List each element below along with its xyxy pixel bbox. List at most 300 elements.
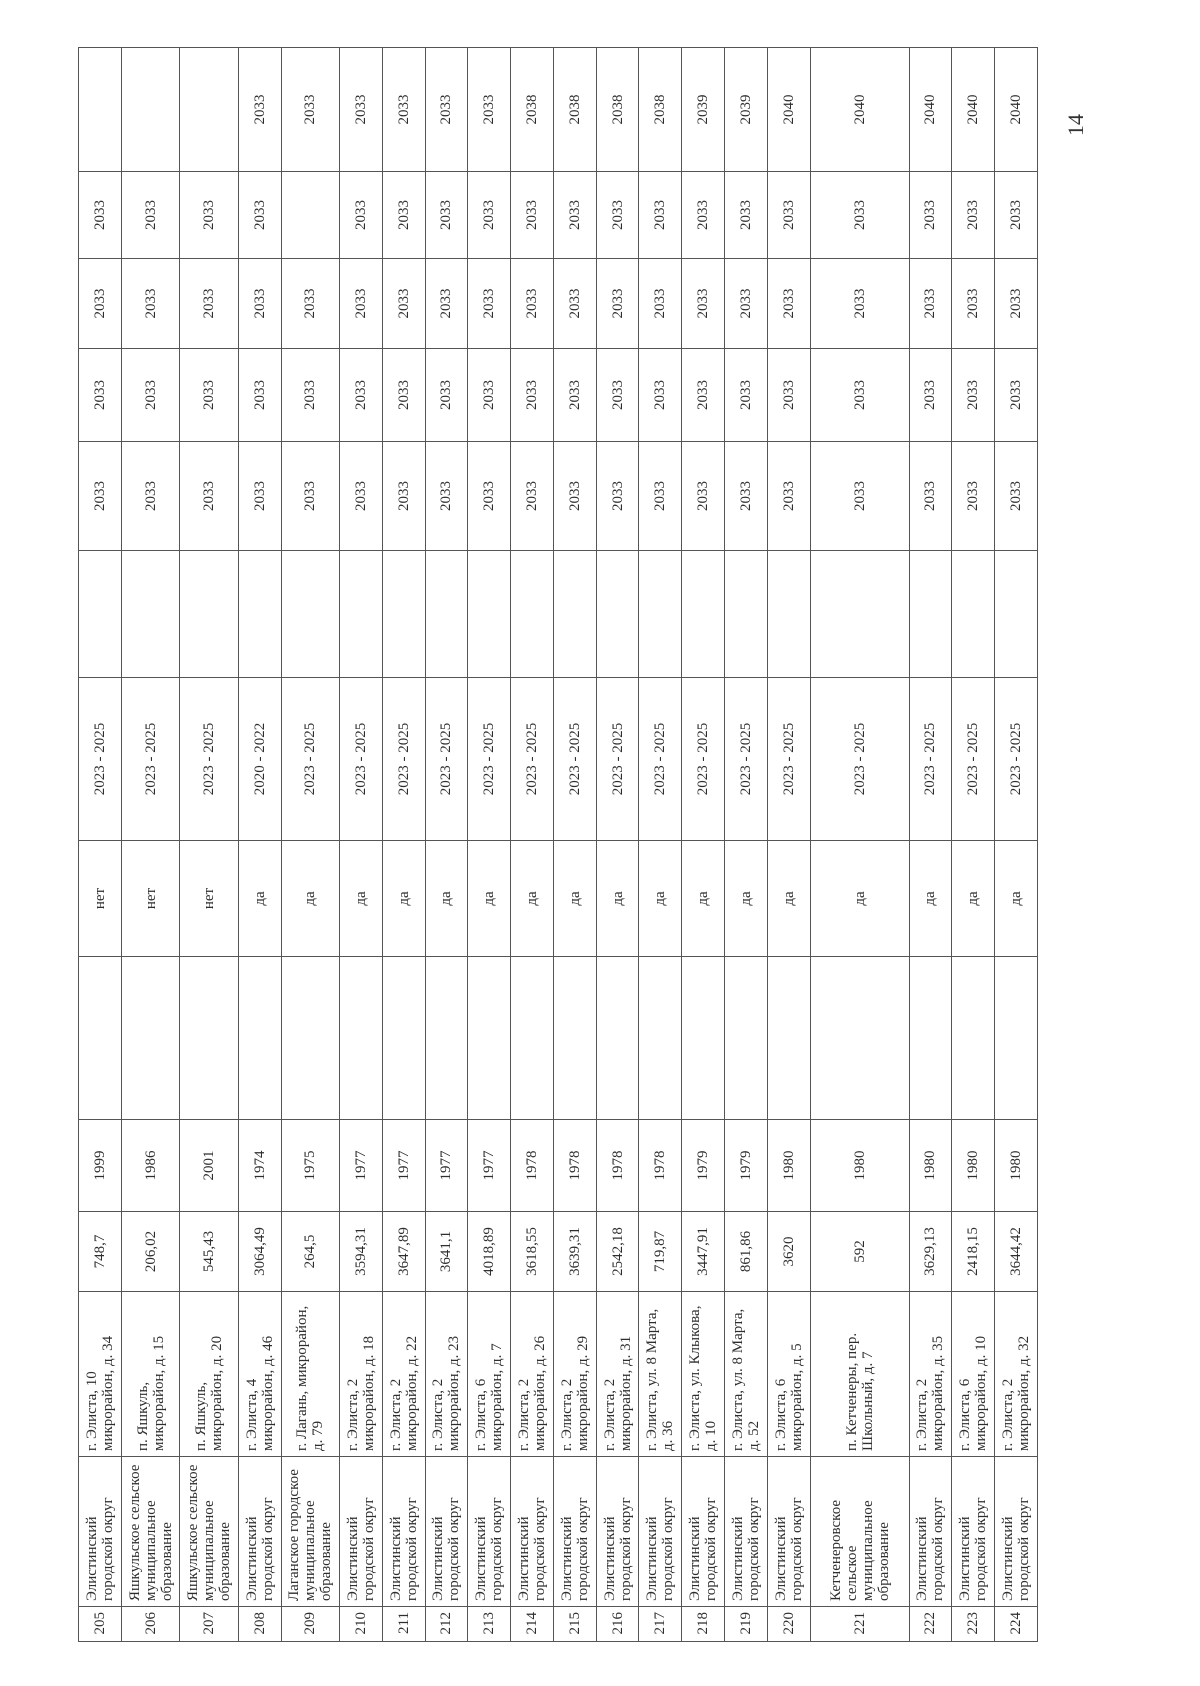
table-row bbox=[724, 48, 767, 1642]
address-cell: г. Элиста, 6 микрорайон, д. 5 bbox=[767, 1292, 810, 1457]
empty-cell bbox=[180, 957, 239, 1120]
table-row bbox=[340, 48, 383, 1642]
table-row bbox=[238, 48, 281, 1642]
period-cell: 2023 - 2025 bbox=[511, 678, 554, 841]
year-cell: 2033 bbox=[511, 172, 554, 259]
table-row bbox=[596, 48, 639, 1642]
empty-cell bbox=[281, 551, 340, 678]
year-cell: 2033 bbox=[810, 172, 909, 259]
address-cell: п. Яшкуль, микрорайон, д. 20 bbox=[180, 1292, 239, 1457]
housing-registry-table bbox=[78, 47, 1038, 1642]
row-number: 222 bbox=[909, 1607, 952, 1642]
row-number: 207 bbox=[180, 1607, 239, 1642]
address-cell: г. Элиста, 2 микрорайон, д. 22 bbox=[382, 1292, 425, 1457]
empty-cell bbox=[682, 957, 725, 1120]
year-built-cell: 1980 bbox=[952, 1120, 995, 1212]
table-row bbox=[553, 48, 596, 1642]
year-cell: 2033 bbox=[810, 259, 909, 349]
year-cell: 2033 bbox=[767, 259, 810, 349]
period-cell: 2023 - 2025 bbox=[810, 678, 909, 841]
year-cell: 2033 bbox=[682, 442, 725, 551]
area-cell: 3639,31 bbox=[553, 1212, 596, 1292]
area-cell: 2542,18 bbox=[596, 1212, 639, 1292]
empty-cell bbox=[909, 551, 952, 678]
address-cell: г. Элиста, 2 микрорайон, д. 23 bbox=[425, 1292, 468, 1457]
row-number: 223 bbox=[952, 1607, 995, 1642]
address-cell: г. Элиста, ул. Клыкова, д. 10 bbox=[682, 1292, 725, 1457]
municipality-cell: Яшкульское сельское муниципальное образование bbox=[121, 1457, 180, 1607]
year-cell: 2033 bbox=[511, 259, 554, 349]
empty-cell bbox=[724, 957, 767, 1120]
empty-cell bbox=[180, 551, 239, 678]
area-cell: 592 bbox=[810, 1212, 909, 1292]
area-cell: 206,02 bbox=[121, 1212, 180, 1292]
year-built-cell: 1977 bbox=[468, 1120, 511, 1212]
empty-cell bbox=[810, 551, 909, 678]
period-cell: 2023 - 2025 bbox=[79, 678, 122, 841]
year-cell: 2033 bbox=[79, 442, 122, 551]
table-row bbox=[79, 48, 122, 1642]
row-number: 221 bbox=[810, 1607, 909, 1642]
period-cell: 2023 - 2025 bbox=[468, 678, 511, 841]
year-cell: 2033 bbox=[382, 172, 425, 259]
period-cell: 2023 - 2025 bbox=[382, 678, 425, 841]
flag-cell: да bbox=[382, 841, 425, 957]
year-cell: 2033 bbox=[468, 442, 511, 551]
year-cell: 2033 bbox=[909, 259, 952, 349]
row-number: 215 bbox=[553, 1607, 596, 1642]
year-cell: 2033 bbox=[180, 172, 239, 259]
area-cell: 3647,89 bbox=[382, 1212, 425, 1292]
year-cell bbox=[79, 48, 122, 172]
table-row bbox=[121, 48, 180, 1642]
empty-cell bbox=[382, 551, 425, 678]
address-cell: г. Элиста, ул. 8 Марта, д. 52 bbox=[724, 1292, 767, 1457]
address-cell: г. Элиста, 2 микрорайон, д. 29 bbox=[553, 1292, 596, 1457]
year-cell: 2033 bbox=[238, 172, 281, 259]
flag-cell: нет bbox=[79, 841, 122, 957]
address-cell: г. Элиста, 2 микрорайон, д. 26 bbox=[511, 1292, 554, 1457]
flag-cell: да bbox=[952, 841, 995, 957]
empty-cell bbox=[340, 957, 383, 1120]
year-cell: 2033 bbox=[121, 259, 180, 349]
year-cell: 2039 bbox=[682, 48, 725, 172]
year-cell: 2033 bbox=[425, 259, 468, 349]
year-cell: 2033 bbox=[995, 442, 1038, 551]
year-built-cell: 1978 bbox=[639, 1120, 682, 1212]
period-cell: 2023 - 2025 bbox=[682, 678, 725, 841]
row-number: 214 bbox=[511, 1607, 554, 1642]
flag-cell: да bbox=[639, 841, 682, 957]
year-built-cell: 1980 bbox=[767, 1120, 810, 1212]
area-cell: 3644,42 bbox=[995, 1212, 1038, 1292]
year-cell: 2033 bbox=[724, 172, 767, 259]
area-cell: 3641,1 bbox=[425, 1212, 468, 1292]
area-cell: 861,86 bbox=[724, 1212, 767, 1292]
year-cell: 2040 bbox=[767, 48, 810, 172]
flag-cell: да bbox=[281, 841, 340, 957]
flag-cell: да bbox=[995, 841, 1038, 957]
flag-cell: да bbox=[909, 841, 952, 957]
area-cell: 4018,89 bbox=[468, 1212, 511, 1292]
municipality-cell: Элистинский городской округ bbox=[553, 1457, 596, 1607]
period-cell: 2023 - 2025 bbox=[425, 678, 468, 841]
empty-cell bbox=[121, 957, 180, 1120]
table-row bbox=[180, 48, 239, 1642]
year-cell: 2033 bbox=[553, 349, 596, 442]
address-cell: г. Элиста, 6 микрорайон, д. 10 bbox=[952, 1292, 995, 1457]
year-cell: 2033 bbox=[639, 349, 682, 442]
empty-cell bbox=[121, 551, 180, 678]
year-cell: 2033 bbox=[281, 48, 340, 172]
year-cell: 2033 bbox=[596, 349, 639, 442]
area-cell: 2418,15 bbox=[952, 1212, 995, 1292]
municipality-cell: Элистинский городской округ bbox=[639, 1457, 682, 1607]
year-cell: 2033 bbox=[596, 442, 639, 551]
municipality-cell: Яшкульское сельское муниципальное образование bbox=[180, 1457, 239, 1607]
year-cell: 2033 bbox=[767, 172, 810, 259]
address-cell: г. Элиста, ул. 8 Марта, д. 36 bbox=[639, 1292, 682, 1457]
empty-cell bbox=[596, 551, 639, 678]
year-cell: 2033 bbox=[767, 442, 810, 551]
table-row bbox=[767, 48, 810, 1642]
year-cell: 2033 bbox=[682, 172, 725, 259]
year-cell: 2033 bbox=[724, 259, 767, 349]
row-number: 205 bbox=[79, 1607, 122, 1642]
address-cell: г. Элиста, 2 микрорайон, д. 32 bbox=[995, 1292, 1038, 1457]
area-cell: 719,87 bbox=[639, 1212, 682, 1292]
table-row bbox=[639, 48, 682, 1642]
row-number: 212 bbox=[425, 1607, 468, 1642]
address-cell: г. Элиста, 6 микрорайон, д. 7 bbox=[468, 1292, 511, 1457]
flag-cell: да bbox=[511, 841, 554, 957]
year-cell bbox=[121, 48, 180, 172]
empty-cell bbox=[511, 551, 554, 678]
year-cell: 2033 bbox=[79, 259, 122, 349]
year-cell: 2033 bbox=[468, 172, 511, 259]
municipality-cell: Элистинский городской округ bbox=[382, 1457, 425, 1607]
municipality-cell: Элистинский городской округ bbox=[724, 1457, 767, 1607]
empty-cell bbox=[767, 957, 810, 1120]
empty-cell bbox=[468, 957, 511, 1120]
year-cell: 2033 bbox=[382, 259, 425, 349]
row-number: 216 bbox=[596, 1607, 639, 1642]
table-row bbox=[425, 48, 468, 1642]
year-built-cell: 1979 bbox=[682, 1120, 725, 1212]
year-cell: 2033 bbox=[281, 349, 340, 442]
year-cell: 2033 bbox=[952, 349, 995, 442]
period-cell: 2023 - 2025 bbox=[639, 678, 682, 841]
year-cell: 2033 bbox=[79, 349, 122, 442]
row-number: 208 bbox=[238, 1607, 281, 1642]
area-cell: 264,5 bbox=[281, 1212, 340, 1292]
table-row bbox=[382, 48, 425, 1642]
year-cell: 2040 bbox=[952, 48, 995, 172]
year-cell: 2033 bbox=[909, 442, 952, 551]
address-cell: г. Элиста, 4 микрорайон, д. 46 bbox=[238, 1292, 281, 1457]
year-cell: 2040 bbox=[909, 48, 952, 172]
flag-cell: да bbox=[553, 841, 596, 957]
year-cell: 2033 bbox=[238, 442, 281, 551]
flag-cell: да bbox=[810, 841, 909, 957]
municipality-cell: Элистинский городской округ bbox=[767, 1457, 810, 1607]
year-cell: 2033 bbox=[281, 442, 340, 551]
year-cell: 2033 bbox=[382, 48, 425, 172]
year-cell: 2033 bbox=[682, 259, 725, 349]
year-cell: 2033 bbox=[724, 442, 767, 551]
year-cell: 2033 bbox=[810, 442, 909, 551]
period-cell: 2023 - 2025 bbox=[121, 678, 180, 841]
year-cell: 2033 bbox=[180, 259, 239, 349]
municipality-cell: Элистинский городской округ bbox=[909, 1457, 952, 1607]
rotated-table-area bbox=[78, 48, 1038, 1642]
address-cell: г. Элиста, 10 микрорайон, д. 34 bbox=[79, 1292, 122, 1457]
flag-cell: нет bbox=[180, 841, 239, 957]
year-cell: 2033 bbox=[121, 442, 180, 551]
flag-cell: да bbox=[238, 841, 281, 957]
row-number: 206 bbox=[121, 1607, 180, 1642]
year-cell: 2033 bbox=[596, 259, 639, 349]
year-cell: 2033 bbox=[682, 349, 725, 442]
year-cell bbox=[180, 48, 239, 172]
row-number: 211 bbox=[382, 1607, 425, 1642]
year-cell: 2033 bbox=[553, 172, 596, 259]
year-cell bbox=[281, 172, 340, 259]
area-cell: 3629,13 bbox=[909, 1212, 952, 1292]
area-cell: 748,7 bbox=[79, 1212, 122, 1292]
empty-cell bbox=[596, 957, 639, 1120]
year-cell: 2033 bbox=[639, 259, 682, 349]
empty-cell bbox=[724, 551, 767, 678]
flag-cell: нет bbox=[121, 841, 180, 957]
municipality-cell: Элистинский городской округ bbox=[511, 1457, 554, 1607]
municipality-cell: Элистинский городской округ bbox=[952, 1457, 995, 1607]
year-cell: 2039 bbox=[724, 48, 767, 172]
period-cell: 2023 - 2025 bbox=[340, 678, 383, 841]
year-built-cell: 1975 bbox=[281, 1120, 340, 1212]
table-row bbox=[281, 48, 340, 1642]
flag-cell: да bbox=[340, 841, 383, 957]
year-cell: 2033 bbox=[425, 48, 468, 172]
flag-cell: да bbox=[682, 841, 725, 957]
area-cell: 3064,49 bbox=[238, 1212, 281, 1292]
municipality-cell: Элистинский городской округ bbox=[995, 1457, 1038, 1607]
empty-cell bbox=[468, 551, 511, 678]
flag-cell: да bbox=[468, 841, 511, 957]
empty-cell bbox=[553, 957, 596, 1120]
year-cell: 2033 bbox=[180, 349, 239, 442]
year-built-cell: 1978 bbox=[511, 1120, 554, 1212]
year-cell: 2033 bbox=[909, 172, 952, 259]
municipality-cell: Элистинский городской округ bbox=[340, 1457, 383, 1607]
row-number: 220 bbox=[767, 1607, 810, 1642]
municipality-cell: Лаганское городское муниципальное образование bbox=[281, 1457, 340, 1607]
table-row bbox=[468, 48, 511, 1642]
year-cell: 2033 bbox=[340, 48, 383, 172]
empty-cell bbox=[79, 551, 122, 678]
empty-cell bbox=[682, 551, 725, 678]
year-cell: 2033 bbox=[468, 259, 511, 349]
year-built-cell: 1980 bbox=[995, 1120, 1038, 1212]
empty-cell bbox=[639, 957, 682, 1120]
empty-cell bbox=[767, 551, 810, 678]
address-cell: п. Кетченеры, пер. Школьный, д. 7 bbox=[810, 1292, 909, 1457]
row-number: 224 bbox=[995, 1607, 1038, 1642]
year-cell: 2033 bbox=[511, 349, 554, 442]
year-cell: 2033 bbox=[79, 172, 122, 259]
year-cell: 2033 bbox=[810, 349, 909, 442]
table-row bbox=[909, 48, 952, 1642]
year-cell: 2033 bbox=[121, 172, 180, 259]
empty-cell bbox=[511, 957, 554, 1120]
period-cell: 2023 - 2025 bbox=[995, 678, 1038, 841]
year-cell: 2033 bbox=[553, 259, 596, 349]
year-cell: 2033 bbox=[767, 349, 810, 442]
year-cell: 2033 bbox=[952, 442, 995, 551]
year-cell: 2033 bbox=[238, 48, 281, 172]
year-cell: 2033 bbox=[724, 349, 767, 442]
period-cell: 2023 - 2025 bbox=[180, 678, 239, 841]
period-cell: 2023 - 2025 bbox=[281, 678, 340, 841]
period-cell: 2023 - 2025 bbox=[909, 678, 952, 841]
year-cell: 2033 bbox=[281, 259, 340, 349]
empty-cell bbox=[340, 551, 383, 678]
table-row bbox=[511, 48, 554, 1642]
year-cell: 2033 bbox=[425, 172, 468, 259]
empty-cell bbox=[382, 957, 425, 1120]
year-cell: 2033 bbox=[340, 349, 383, 442]
year-cell: 2033 bbox=[511, 442, 554, 551]
empty-cell bbox=[909, 957, 952, 1120]
year-cell: 2033 bbox=[468, 349, 511, 442]
address-cell: п. Яшкуль, микрорайон, д. 15 bbox=[121, 1292, 180, 1457]
year-built-cell: 1977 bbox=[382, 1120, 425, 1212]
year-cell: 2033 bbox=[995, 349, 1038, 442]
period-cell: 2023 - 2025 bbox=[767, 678, 810, 841]
year-built-cell: 2001 bbox=[180, 1120, 239, 1212]
flag-cell: да bbox=[724, 841, 767, 957]
year-built-cell: 1974 bbox=[238, 1120, 281, 1212]
year-built-cell: 1980 bbox=[909, 1120, 952, 1212]
empty-cell bbox=[639, 551, 682, 678]
table-row bbox=[952, 48, 995, 1642]
row-number: 210 bbox=[340, 1607, 383, 1642]
period-cell: 2023 - 2025 bbox=[596, 678, 639, 841]
year-cell: 2033 bbox=[340, 172, 383, 259]
year-cell: 2033 bbox=[340, 259, 383, 349]
year-built-cell: 1978 bbox=[553, 1120, 596, 1212]
year-cell: 2038 bbox=[511, 48, 554, 172]
year-cell: 2033 bbox=[553, 442, 596, 551]
table-row bbox=[810, 48, 909, 1642]
address-cell: г. Лагань, микрорайон, д. 79 bbox=[281, 1292, 340, 1457]
row-number: 209 bbox=[281, 1607, 340, 1642]
area-cell: 3447,91 bbox=[682, 1212, 725, 1292]
municipality-cell: Кетченеровское сельское муниципальное образование bbox=[810, 1457, 909, 1607]
empty-cell bbox=[952, 957, 995, 1120]
year-cell: 2033 bbox=[180, 442, 239, 551]
municipality-cell: Элистинский городской округ bbox=[596, 1457, 639, 1607]
empty-cell bbox=[238, 551, 281, 678]
row-number: 218 bbox=[682, 1607, 725, 1642]
empty-cell bbox=[281, 957, 340, 1120]
flag-cell: да bbox=[767, 841, 810, 957]
year-cell: 2033 bbox=[995, 259, 1038, 349]
year-cell: 2033 bbox=[425, 349, 468, 442]
row-number: 217 bbox=[639, 1607, 682, 1642]
year-cell: 2038 bbox=[639, 48, 682, 172]
year-cell: 2033 bbox=[995, 172, 1038, 259]
year-cell: 2033 bbox=[596, 172, 639, 259]
area-cell: 545,43 bbox=[180, 1212, 239, 1292]
empty-cell bbox=[79, 957, 122, 1120]
flag-cell: да bbox=[596, 841, 639, 957]
year-cell: 2033 bbox=[909, 349, 952, 442]
empty-cell bbox=[425, 551, 468, 678]
empty-cell bbox=[553, 551, 596, 678]
year-cell: 2033 bbox=[238, 349, 281, 442]
year-built-cell: 1986 bbox=[121, 1120, 180, 1212]
year-cell: 2033 bbox=[952, 172, 995, 259]
year-cell: 2040 bbox=[995, 48, 1038, 172]
municipality-cell: Элистинский городской округ bbox=[682, 1457, 725, 1607]
address-cell: г. Элиста, 2 микрорайон, д. 35 bbox=[909, 1292, 952, 1457]
empty-cell bbox=[810, 957, 909, 1120]
year-cell: 2033 bbox=[382, 349, 425, 442]
year-cell: 2033 bbox=[121, 349, 180, 442]
empty-cell bbox=[995, 551, 1038, 678]
year-cell: 2033 bbox=[952, 259, 995, 349]
year-built-cell: 1977 bbox=[425, 1120, 468, 1212]
area-cell: 3594,31 bbox=[340, 1212, 383, 1292]
empty-cell bbox=[238, 957, 281, 1120]
year-built-cell: 1980 bbox=[810, 1120, 909, 1212]
year-cell: 2040 bbox=[810, 48, 909, 172]
municipality-cell: Элистинский городской округ bbox=[79, 1457, 122, 1607]
year-built-cell: 1979 bbox=[724, 1120, 767, 1212]
flag-cell: да bbox=[425, 841, 468, 957]
row-number: 213 bbox=[468, 1607, 511, 1642]
row-number: 219 bbox=[724, 1607, 767, 1642]
year-cell: 2033 bbox=[639, 172, 682, 259]
year-cell: 2038 bbox=[596, 48, 639, 172]
period-cell: 2020 - 2022 bbox=[238, 678, 281, 841]
municipality-cell: Элистинский городской округ bbox=[425, 1457, 468, 1607]
address-cell: г. Элиста, 2 микрорайон, д. 18 bbox=[340, 1292, 383, 1457]
table-row bbox=[682, 48, 725, 1642]
municipality-cell: Элистинский городской округ bbox=[468, 1457, 511, 1607]
area-cell: 3620 bbox=[767, 1212, 810, 1292]
year-built-cell: 1999 bbox=[79, 1120, 122, 1212]
table-body bbox=[79, 48, 1038, 1642]
table-row bbox=[995, 48, 1038, 1642]
municipality-cell: Элистинский городской округ bbox=[238, 1457, 281, 1607]
empty-cell bbox=[995, 957, 1038, 1120]
period-cell: 2023 - 2025 bbox=[724, 678, 767, 841]
year-cell: 2038 bbox=[553, 48, 596, 172]
period-cell: 2023 - 2025 bbox=[553, 678, 596, 841]
year-cell: 2033 bbox=[425, 442, 468, 551]
year-built-cell: 1978 bbox=[596, 1120, 639, 1212]
address-cell: г. Элиста, 2 микрорайон, д. 31 bbox=[596, 1292, 639, 1457]
page-number: 14 bbox=[1063, 114, 1088, 136]
year-cell: 2033 bbox=[238, 259, 281, 349]
year-built-cell: 1977 bbox=[340, 1120, 383, 1212]
area-cell: 3618,55 bbox=[511, 1212, 554, 1292]
year-cell: 2033 bbox=[382, 442, 425, 551]
empty-cell bbox=[952, 551, 995, 678]
year-cell: 2033 bbox=[340, 442, 383, 551]
